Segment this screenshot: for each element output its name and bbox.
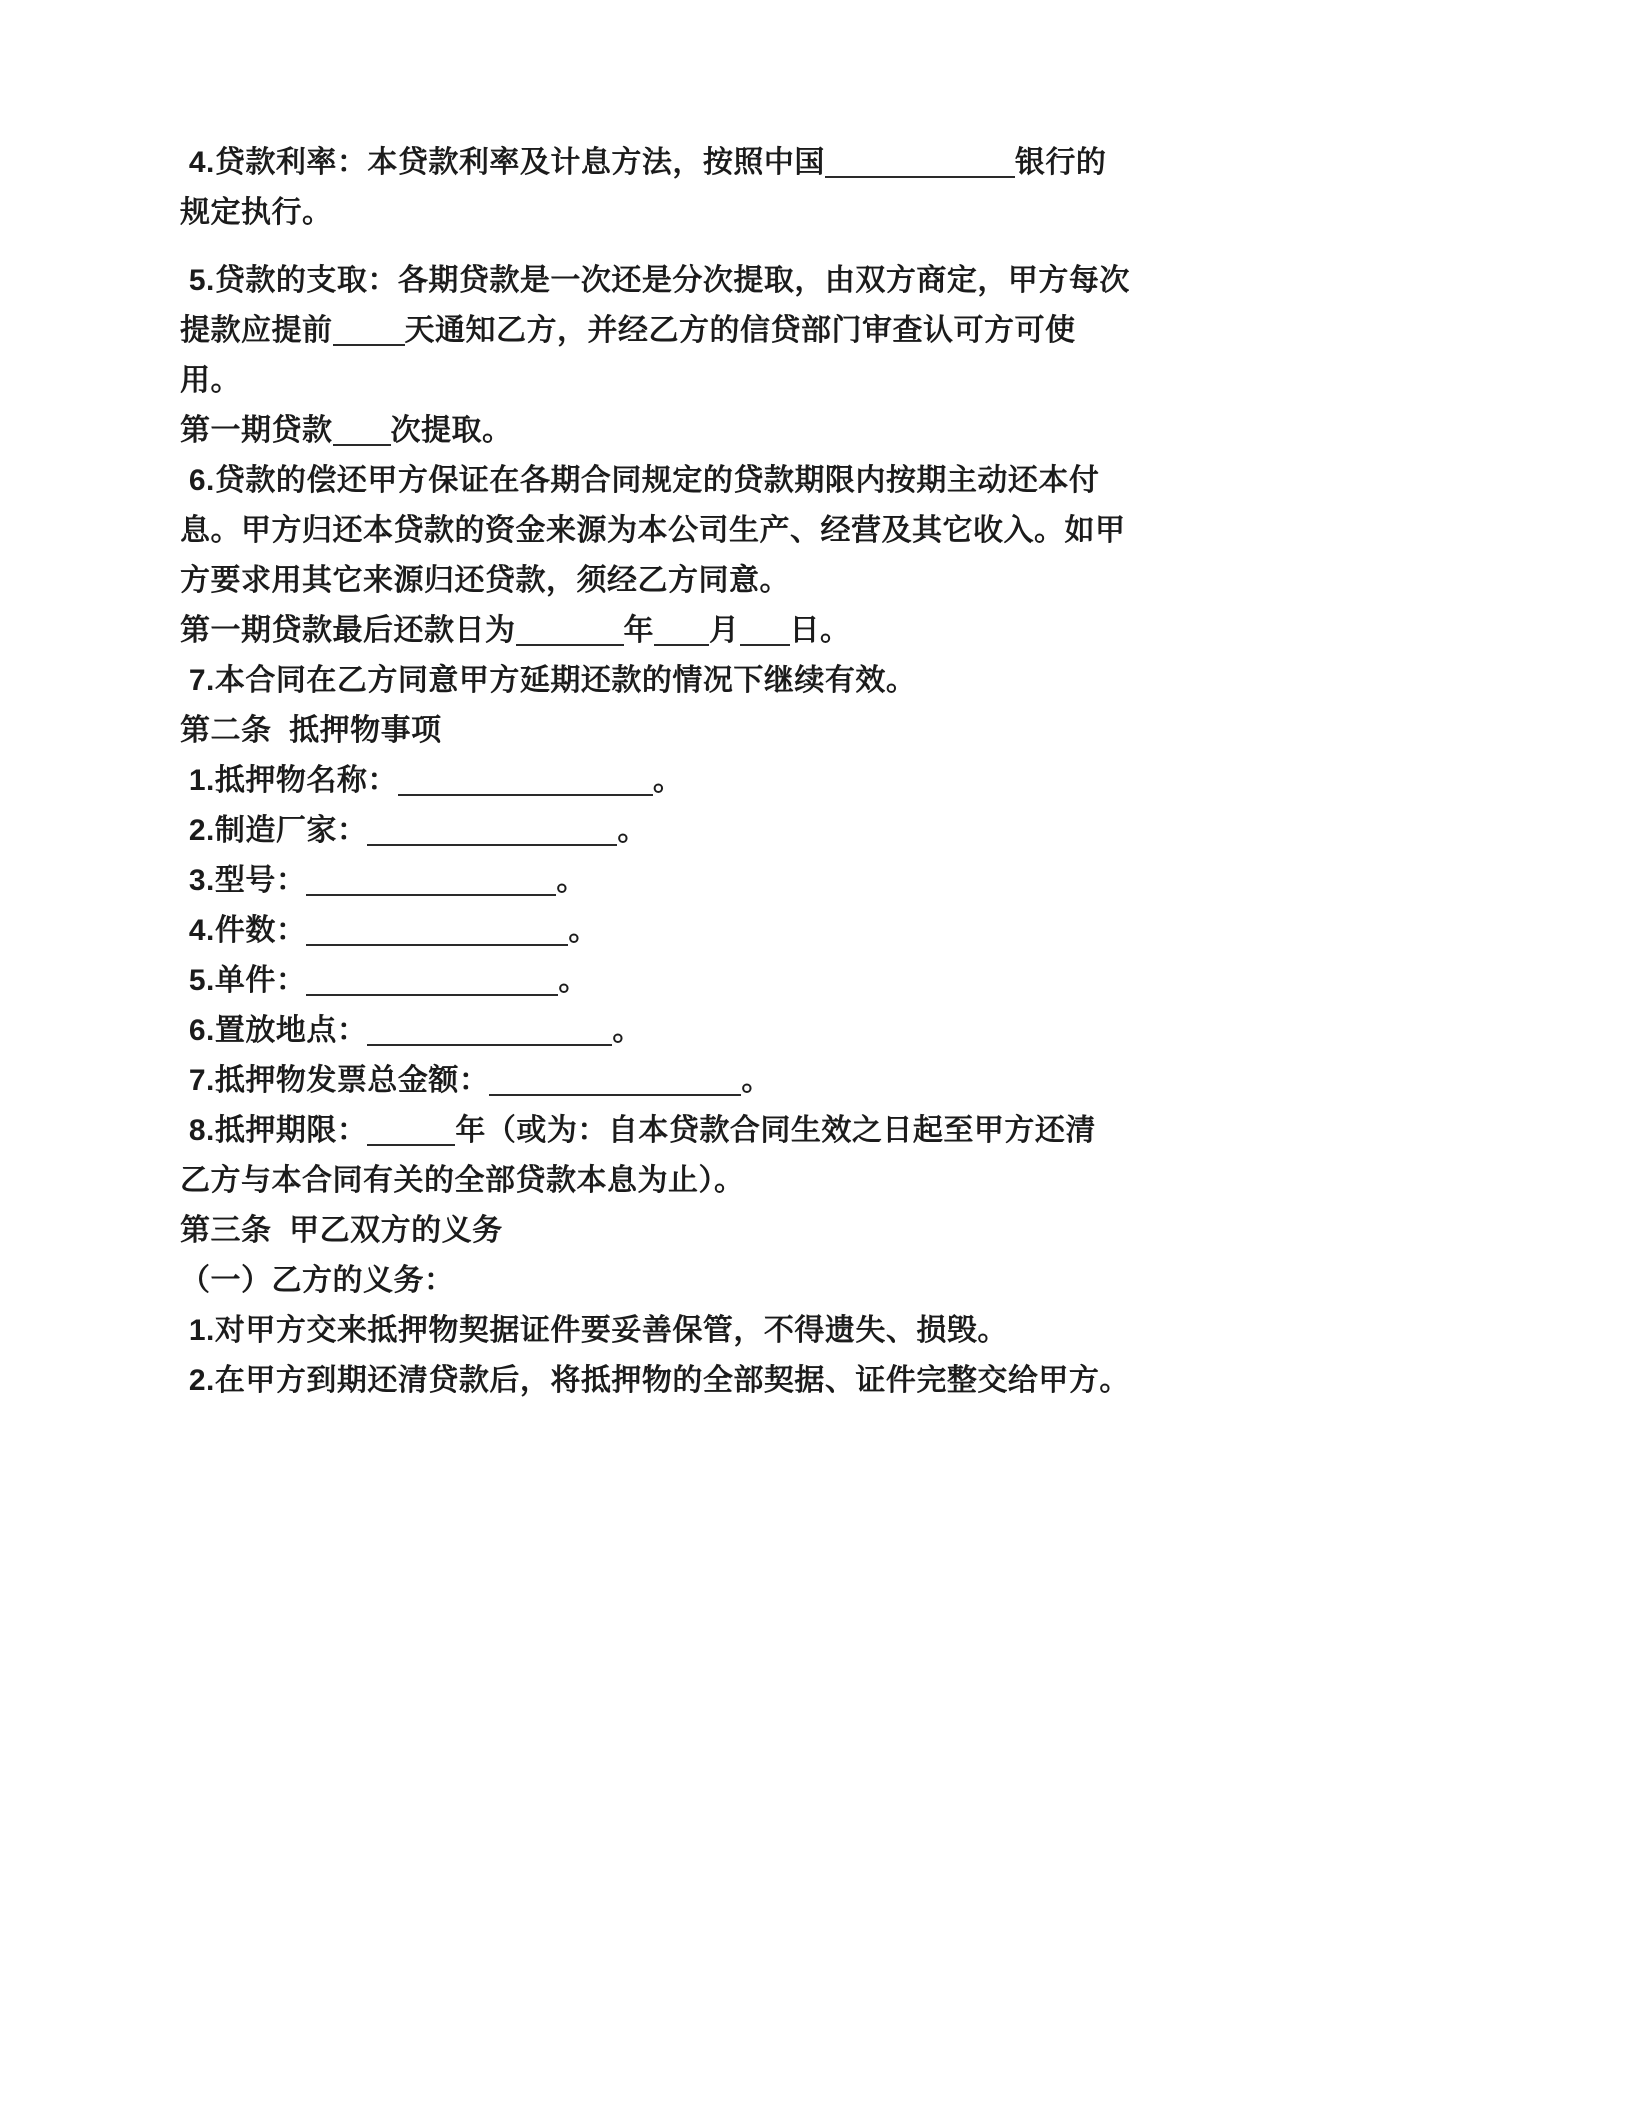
text-run: 。 <box>741 1064 772 1097</box>
text-run: 4.贷款利率：本贷款利率及计息方法，按照中国 <box>180 146 825 179</box>
text-run: 5.贷款的支取：各期贷款是一次还是分次提取，由双方商定，甲方每次 <box>180 264 1130 297</box>
text-run: 4.件数： <box>180 914 307 947</box>
text-run: 次提取。 <box>390 414 513 447</box>
clause-6-repayment-line-3 <box>180 556 1482 606</box>
text-run: 用。 <box>180 364 241 397</box>
text-run: 规定执行。 <box>180 196 333 229</box>
text-run: 。 <box>652 764 684 797</box>
clause-4-loan-rate-line-1 <box>180 138 1482 188</box>
text-run: 8.抵押期限： <box>180 1114 368 1147</box>
text-run: 6.置放地点： <box>180 1014 368 1047</box>
text-run: 银行的 <box>1014 146 1107 179</box>
text-run: 2.制造厂家： <box>180 814 368 847</box>
text-run: 方要求用其它来源归还贷款，须经乙方同意。 <box>180 564 790 597</box>
text-run: 。 <box>558 964 589 997</box>
document-body <box>180 138 1482 1406</box>
blank-underline-field <box>306 914 568 946</box>
text-run: 提款应提前 <box>180 314 333 347</box>
text-run: 7.本合同在乙方同意甲方延期还款的情况下继续有效。 <box>180 664 917 697</box>
clause-5-withdrawal-line-3 <box>180 356 1482 406</box>
clause-6-repayment-line-2 <box>180 506 1482 556</box>
collateral-name-line <box>180 756 1482 806</box>
clause-5-withdrawal-line-1 <box>180 256 1482 306</box>
blank-underline-field <box>333 314 405 346</box>
text-run: 年（或为：自本贷款合同生效之日起至甲方还清 <box>455 1114 1096 1147</box>
blank-underline-field <box>740 614 790 646</box>
clause-5-withdrawal-line-2 <box>180 306 1482 356</box>
blank-underline-field <box>306 964 558 996</box>
mortgage-term-line-1 <box>180 1106 1482 1156</box>
text-run: 6.贷款的偿还甲方保证在各期合同规定的贷款期限内按期主动还本付 <box>180 464 1100 497</box>
text-run: 月 <box>709 614 740 647</box>
blank-underline-field <box>398 764 653 796</box>
blank-underline-field <box>489 1064 741 1096</box>
collateral-invoice-total-line <box>180 1056 1482 1106</box>
blank-underline-field <box>367 1014 612 1046</box>
text-run: （一）乙方的义务： <box>180 1264 455 1297</box>
text-run: 2.在甲方到期还清贷款后，将抵押物的全部契据、证件完整交给甲方。 <box>180 1364 1130 1397</box>
text-run: 1.抵押物名称： <box>180 764 398 797</box>
text-run: 7.抵押物发票总金额： <box>180 1064 490 1097</box>
text-run: 。 <box>556 864 587 897</box>
collateral-location-line <box>180 1006 1482 1056</box>
collateral-quantity-line <box>180 906 1482 956</box>
text-run: 第三条 甲乙双方的义务 <box>180 1214 503 1247</box>
blank-underline-field <box>367 1114 455 1146</box>
text-run: 。 <box>568 914 599 947</box>
text-run: 。 <box>617 814 648 847</box>
mortgage-term-line-2 <box>180 1156 1482 1206</box>
clause-7-extension-line <box>180 656 1482 706</box>
collateral-manufacturer-line <box>180 806 1482 856</box>
text-run: 乙方与本合同有关的全部贷款本息为止）。 <box>180 1164 745 1197</box>
text-run: 日。 <box>789 614 851 647</box>
article-2-heading <box>180 706 1482 756</box>
text-run: 1.对甲方交来抵押物契据证件要妥善保管，不得遗失、损毁。 <box>180 1314 1008 1347</box>
text-run: 天通知乙方，并经乙方的信贷部门审查认可方可使 <box>404 314 1076 347</box>
article-3-heading <box>180 1206 1482 1256</box>
blank-underline-field <box>333 414 391 446</box>
blank-underline-field <box>516 614 624 646</box>
text-run: 第二条 抵押物事项 <box>180 714 442 747</box>
collateral-model-line <box>180 856 1482 906</box>
party-b-obligations-heading <box>180 1256 1482 1306</box>
text-run: 年 <box>623 614 654 647</box>
party-b-obligation-1-line <box>180 1306 1482 1356</box>
blank-underline-field <box>825 146 1015 178</box>
first-installment-due-date-line <box>180 606 1482 656</box>
collateral-unit-line <box>180 956 1482 1006</box>
text-run: 第一期贷款 <box>180 414 333 447</box>
clause-6-repayment-line-1 <box>180 456 1482 506</box>
text-run: 3.型号： <box>180 864 307 897</box>
blank-underline-field <box>306 864 556 896</box>
first-installment-withdraw-line <box>180 406 1482 456</box>
text-run: 息。甲方归还本贷款的资金来源为本公司生产、经营及其它收入。如甲 <box>180 514 1126 547</box>
blank-underline-field <box>367 814 617 846</box>
blank-underline-field <box>654 614 709 646</box>
text-run: 。 <box>612 1014 643 1047</box>
text-run: 第一期贷款最后还款日为 <box>180 614 516 647</box>
party-b-obligation-2-line <box>180 1356 1482 1406</box>
text-run: 5.单件： <box>180 964 307 997</box>
clause-4-loan-rate-line-2 <box>180 188 1482 238</box>
